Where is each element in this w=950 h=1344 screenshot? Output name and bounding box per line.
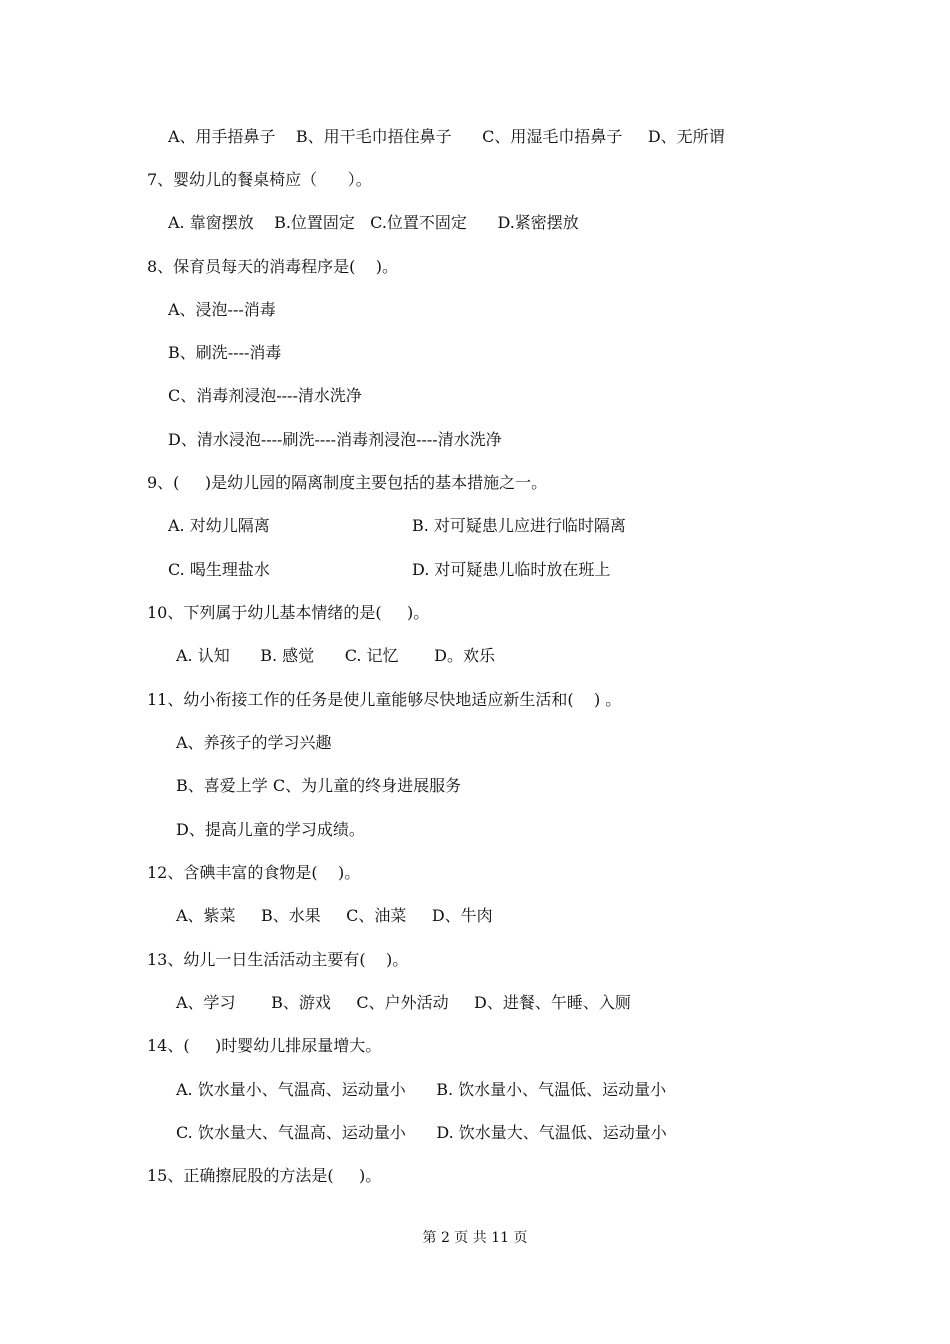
q10-question: 10、下列属于幼儿基本情绪的是( )。 [147, 603, 430, 622]
q7-question: 7、婴幼儿的餐桌椅应（ ）。 [147, 170, 372, 189]
q11-option-a: A、养孩子的学习兴趣 [176, 733, 332, 752]
q8-option-b: B、刷洗----消毒 [168, 343, 282, 362]
q6-options: A、用手捂鼻子 B、用干毛巾捂住鼻子 C、用湿毛巾捂鼻子 D、无所谓 [168, 127, 725, 146]
q12-question: 12、含碘丰富的食物是( )。 [147, 863, 361, 882]
q13-options: A、学习 B、游戏 C、户外活动 D、进餐、午睡、入厕 [176, 993, 631, 1012]
q8-option-a: A、浸泡---消毒 [168, 300, 276, 319]
q15-question: 15、正确擦屁股的方法是( )。 [147, 1166, 382, 1185]
q9-option-b: B. 对可疑患儿应进行临时隔离 [412, 516, 626, 535]
q11-question: 11、幼小衔接工作的任务是使儿童能够尽快地适应新生活和( ) 。 [147, 690, 622, 709]
q11-option-bc: B、喜爱上学 C、为儿童的终身进展服务 [176, 776, 462, 795]
q8-option-d: D、清水浸泡----刷洗----消毒剂浸泡----清水洗净 [168, 430, 502, 449]
q9-option-c: C. 喝生理盐水 [168, 560, 270, 579]
q14-options-cd: C. 饮水量大、气温高、运动量小 D. 饮水量大、气温低、运动量小 [176, 1123, 667, 1142]
q9-question: 9、( )是幼儿园的隔离制度主要包括的基本措施之一。 [147, 473, 548, 492]
q10-options: A. 认知 B. 感觉 C. 记忆 D。欢乐 [176, 646, 495, 665]
page-footer: 第 2 页 共 11 页 [422, 1230, 528, 1246]
q9-option-a: A. 对幼儿隔离 [168, 516, 270, 535]
q12-options: A、紫菜 B、水果 C、油菜 D、牛肉 [176, 906, 493, 925]
q13-question: 13、幼儿一日生活活动主要有( )。 [147, 950, 409, 969]
q7-options: A. 靠窗摆放 B.位置固定 C.位置不固定 D.紧密摆放 [168, 213, 579, 232]
q9-option-d: D. 对可疑患儿临时放在班上 [412, 560, 611, 579]
q14-options-ab: A. 饮水量小、气温高、运动量小 B. 饮水量小、气温低、运动量小 [176, 1080, 667, 1099]
q11-option-d: D、提高儿童的学习成绩。 [176, 820, 365, 839]
q8-question: 8、保育员每天的消毒程序是( )。 [147, 257, 399, 276]
q14-question: 14、( )时婴幼儿排尿量增大。 [147, 1036, 382, 1055]
q8-option-c: C、消毒剂浸泡----清水洗净 [168, 386, 362, 405]
